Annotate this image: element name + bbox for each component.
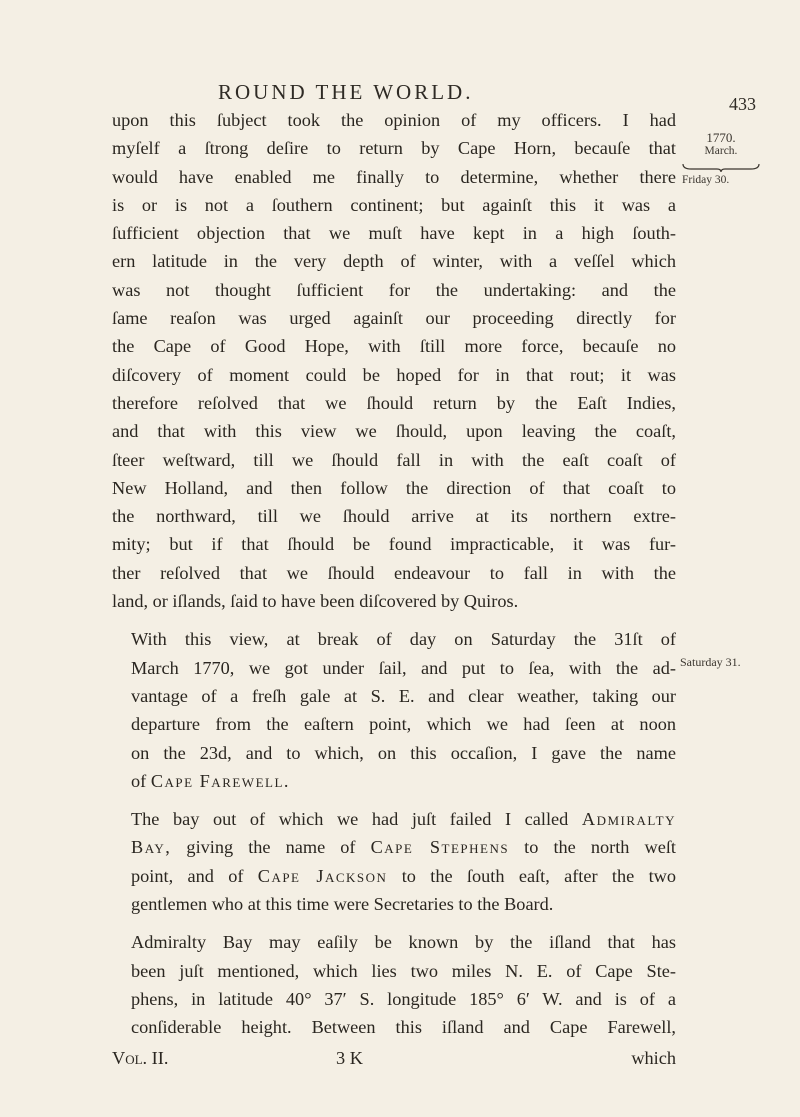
text-line — [112, 862, 676, 890]
text-line: would have enabled me finally to determine, whether there — [112, 166, 676, 187]
text-line: departure from the eaſtern point, which we had ſeen at noon — [131, 714, 676, 735]
text-line: myſelf a ſtrong deſire to return by Cape Horn, becauſe that — [112, 138, 676, 159]
margin-brace-icon — [681, 163, 761, 173]
text-fragment: of — [131, 770, 151, 791]
text-line: ther reſolved that we ſhould endeavour to fall in with the — [112, 562, 676, 583]
text-line: ſteer weſtward, till we ſhould fall in with the eaſt coaſt of — [112, 449, 676, 470]
paragraph-4 — [112, 928, 676, 1041]
text-line: was not thought ſufficient for the undertaking: and the — [112, 279, 676, 300]
text-line — [112, 833, 676, 861]
text-line: the Cape of Good Hope, with ſtill more force, becauſe no — [112, 336, 676, 357]
text-line: been juſt mentioned, which lies two miles N. E. of Cape Ste- — [131, 960, 676, 981]
text-line: mity; but if that ſhould be found impracticable, it was fur- — [112, 534, 676, 555]
text-fragment: to the north weſt — [509, 837, 676, 858]
text-line: the northward, till we ſhould arrive at its northern extre- — [112, 506, 676, 527]
text-line: is or is not a ſouthern continent; but againſt this it was a — [112, 194, 676, 215]
running-title: ROUND THE WORLD. — [218, 80, 474, 104]
place-name-cape-jackson: Cape Jackson — [257, 865, 388, 886]
text-line: conſiderable height. Between this iſland and Cape Farewell, — [131, 1017, 676, 1038]
text-line — [112, 767, 676, 795]
text-line: upon this ſubject took the opinion of my officers. I had — [112, 110, 676, 130]
text-line — [112, 805, 676, 833]
text-fragment: The bay out of which we had juſt failed I called — [131, 809, 582, 830]
text-line: gentlemen who at this time were Secretaries to the Board. — [131, 894, 554, 915]
volume-label: Vol. II. — [112, 1048, 169, 1068]
text-line: ſufficient objection that we muſt have kept in a high ſouth- — [112, 223, 676, 244]
catchword: which — [631, 1048, 676, 1068]
place-name-bay: Bay, — [131, 837, 172, 858]
margin-note-friday: Friday 30. — [682, 174, 730, 186]
text-line: With this view, at break of day on Saturday the 31ſt of — [131, 629, 676, 650]
text-line: vantage of a freſh gale at S. E. and clear weather, taking our — [131, 685, 676, 706]
margin-note-year: 1770. — [706, 130, 736, 145]
signature-mark: 3 K — [336, 1048, 363, 1068]
text-fragment: point, and of — [131, 865, 258, 886]
text-line: on the 23d, and to which, on this occaſion, I gave the name — [131, 742, 676, 763]
text-fragment: giving the name of — [171, 837, 371, 858]
paragraph-2 — [112, 625, 676, 795]
margin-note-month: March. — [704, 145, 738, 157]
text-line: March 1770, we got under ſail, and put to ſea, with the ad- — [131, 657, 676, 678]
place-name-cape-stephens: Cape Stephens — [370, 837, 510, 858]
body-text — [112, 106, 676, 1042]
text-line: ſame reaſon was urged againſt our proceeding directly for — [112, 308, 676, 329]
text-line: ern latitude in the very depth of winter, with a veſſel which — [112, 251, 676, 272]
place-name-cape-farewell: Cape Farewell. — [150, 770, 290, 791]
paragraph-1 — [112, 106, 676, 615]
page-number: 433 — [729, 94, 756, 114]
text-line: New Holland, and then follow the direction of that coaſt to — [112, 477, 676, 498]
text-fragment: to the ſouth eaſt, after the two — [387, 865, 676, 886]
text-line: therefore reſolved that we ſhould return by the Eaſt Indies, — [112, 392, 676, 413]
margin-note-saturday: Saturday 31. — [680, 655, 741, 669]
text-line: Admiralty Bay may eaſily be known by the iſland that has — [131, 932, 676, 953]
place-name-admiralty: Admiralty — [581, 809, 676, 830]
text-line: and that with this view we ſhould, upon leaving the coaſt, — [112, 421, 676, 442]
text-line: phens, in latitude 40° 37′ S. longitude 185° 6′ W. and is of a — [131, 988, 676, 1009]
text-line: land, or iſlands, ſaid to have been diſcovered by Quiros. — [112, 591, 519, 612]
paragraph-3 — [112, 805, 676, 918]
text-line: diſcovery of moment could be hoped for in that rout; it was — [112, 364, 676, 385]
